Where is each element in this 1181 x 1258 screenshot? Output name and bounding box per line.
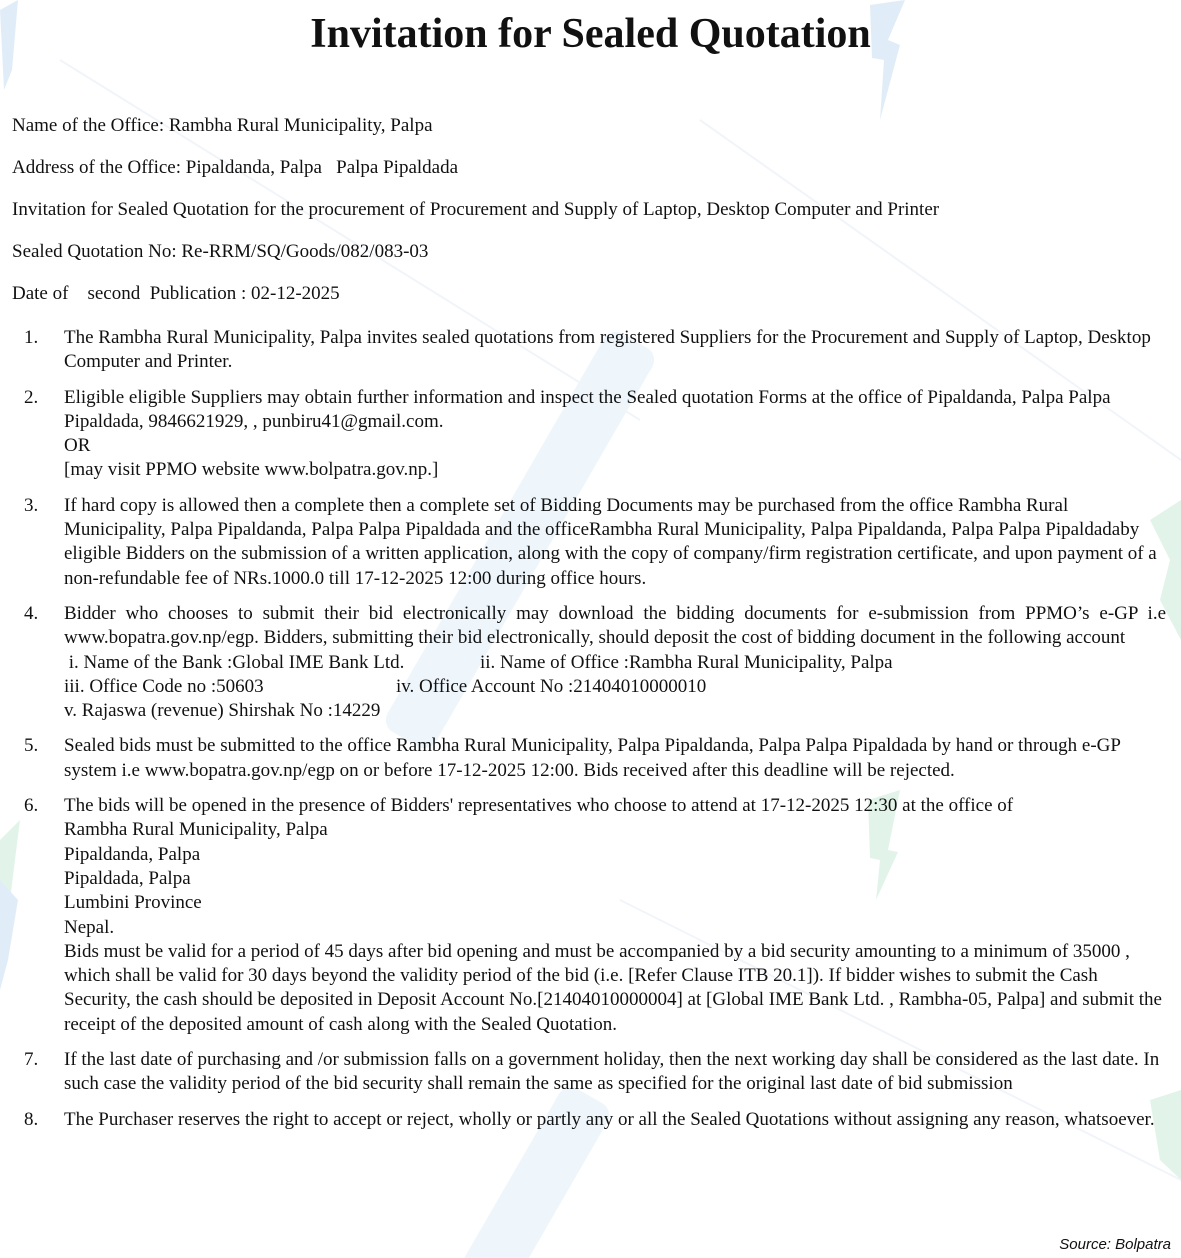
terms-list <box>0 326 1181 1143</box>
bank-name: i. Name of the Bank :Global IME Bank Ltd. <box>64 651 405 673</box>
office-account-no: iv. Office Account No :21404010000010 <box>396 675 707 697</box>
item-text: The Rambha Rural Municipality, Palpa invites sealed quotations from registered Suppliers for the Procurement and Supply of Laptop, Desktop Computer and Printer. <box>64 327 1151 373</box>
address-line: Pipaldada, Palpa <box>64 867 191 889</box>
list-item <box>0 602 1181 723</box>
office-name-line: ii. Name of Office :Rambha Rural Municipality, Palpa <box>480 651 893 673</box>
document-title: Invitation for Sealed Quotation <box>310 11 871 57</box>
item-text: The bids will be opened in the presence of Bidders' representatives who choose to attend at 17-12-2025 12:30 at the office of <box>64 795 1014 817</box>
item-text: The Purchaser reserves the right to accept or reject, wholly or partly any or all the Sealed Quotations without assigning any reason, whatsoever. <box>64 1108 1155 1130</box>
item-text: Eligible eligible Suppliers may obtain further information and inspect the Sealed quotation Forms at the office of Pipaldanda, Palpa Palpa Pipaldada, 9846621929, , punbiru41@gmail.com. <box>64 386 1111 432</box>
list-item <box>0 794 1181 1037</box>
item-number: 7. <box>24 1049 39 1071</box>
item-number: 2. <box>24 386 39 408</box>
account-row <box>64 651 1166 675</box>
item-body <box>64 602 1166 723</box>
item-number: 3. <box>24 494 39 516</box>
list-item <box>0 386 1181 483</box>
item-number: 4. <box>24 602 39 624</box>
item-number: 8. <box>24 1108 39 1130</box>
address-line: Lumbini Province <box>64 892 202 914</box>
ppmo-website-note: [may visit PPMO website www.bolpatra.gov.np.] <box>64 459 439 481</box>
office-code: iii. Office Code no :50603 <box>64 675 264 697</box>
bid-validity-text: Bids must be valid for a period of 45 days after bid opening and must be accompanied by a bid security amounting to a minimum of 35000 , which shall be valid for 30 days beyond the validity period of the bid (i.e. [Refer Clause ITB 20.1]). If bidder wishes to submit the Cash Security, the cash should be deposited in Deposit Account No.[21404010000004] at [Global IME Bank Ltd. , Rambha-05, Palpa] and submit the receipt of the deposited amount of cash along with the Sealed Quotation. <box>64 940 1162 1035</box>
item-text: If hard copy is allowed then a complete then a complete set of Bidding Documents may be purchased from the office Rambha Rural Municipality, Palpa Pipaldanda, Palpa Palpa Pipaldada and the officeRambha Rural Municipality, Palpa Pipaldanda, Palpa Palpa Pipaldadaby eligible Bidders on the submission of a written application, along with the copy of company/firm registration certificate, and upon payment of a non-refundable fee of NRs.1000.0 till 17-12-2025 12:00 during office hours. <box>64 494 1157 589</box>
office-name: Name of the Office: Rambha Rural Municipality, Palpa <box>12 115 433 136</box>
item-body <box>64 386 1166 483</box>
rajaswa-shirshak: v. Rajaswa (revenue) Shirshak No :14229 <box>64 700 381 722</box>
item-or: OR <box>64 435 91 457</box>
item-number: 5. <box>24 735 39 757</box>
item-number: 6. <box>24 795 39 817</box>
address-line: Pipaldanda, Palpa <box>64 843 201 865</box>
item-text: If the last date of purchasing and /or submission falls on a government holiday, then the next working day shall be considered as the last date. In such case the validity period of the bid security shall remain the same as specified for the original last date of bid submission <box>64 1049 1160 1095</box>
list-item <box>0 494 1181 591</box>
address-line: Rambha Rural Municipality, Palpa <box>64 819 328 841</box>
item-text: Sealed bids must be submitted to the office Rambha Rural Municipality, Palpa Pipaldanda, Palpa Palpa Pipaldada by hand or through e-GP system i.e www.bopatra.gov.np/egp on or before 17-12-2025 12:00. Bids received after this deadline will be rejected. <box>64 735 1121 781</box>
list-item <box>0 734 1181 783</box>
invitation-line: Invitation for Sealed Quotation for the procurement of Procurement and Supply of Laptop, Desktop Computer and Printer <box>12 199 940 220</box>
item-text: Bidder who chooses to submit their bid electronically may download the bidding documents for e-submission from PPMO’s e-GP i.e www.bopatra.gov.np/egp. Bidders, submitting their bid electronically, should deposit the cost of bidding document in the following account <box>64 602 1166 649</box>
office-address: Address of the Office: Pipaldanda, Palpa Palpa Pipaldada <box>12 157 459 178</box>
list-item <box>0 1048 1181 1097</box>
account-row <box>64 675 1166 699</box>
quotation-number: Sealed Quotation No: Re-RRM/SQ/Goods/082/083-03 <box>12 241 429 262</box>
address-line: Nepal. <box>64 916 115 938</box>
list-item <box>0 326 1181 375</box>
publication-date: Date of second Publication : 02-12-2025 <box>12 283 340 304</box>
source-credit: Source: Bolpatra <box>1059 1236 1171 1253</box>
list-item <box>0 1108 1181 1132</box>
item-body <box>64 794 1166 1037</box>
item-number: 1. <box>24 327 39 348</box>
